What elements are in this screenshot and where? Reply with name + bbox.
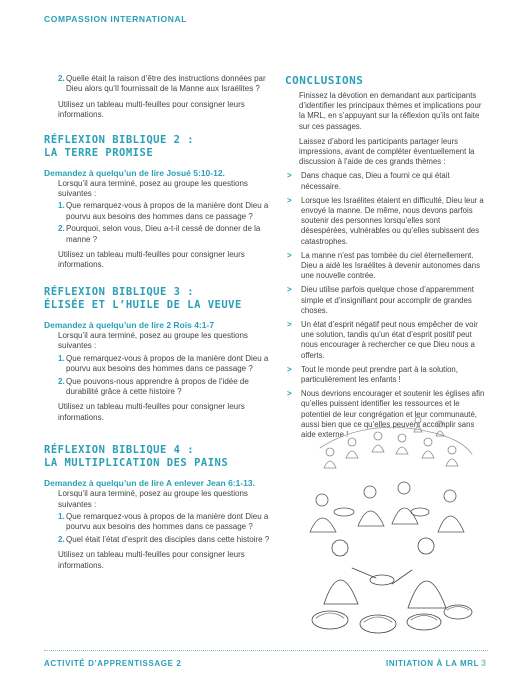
question-number: 2.: [58, 74, 65, 83]
question-text: Que remarquez-vous à propos de la manière dont Dieu a pourvu aux besoins des hommes dans ce passage ?: [66, 511, 269, 532]
crowd-sharing-bread-illustration: [300, 408, 476, 640]
question-number: 2.: [58, 534, 65, 544]
list-item-text: Dans chaque cas, Dieu a fourni ce qui était nécessaire.: [301, 171, 450, 191]
footer-section-label: INITIATION À LA MRL: [386, 659, 480, 668]
section-subtitle: LA TERRE PROMISE: [44, 146, 154, 159]
list-item-text: La manne n’est pas tombée du ciel éternellement. Dieu a aidé les Israélites à devenir autonomes dans une nouvelle contrée.: [301, 250, 481, 281]
arrow-icon: >: [287, 389, 292, 399]
section-subtitle: LA MULTIPLICATION DES PAINS: [44, 457, 229, 470]
page-number: 3: [481, 658, 487, 668]
reading-instruction: Demandez à quelqu’un de lire A enlever Jean 6:1-13.: [44, 478, 255, 489]
lead-text: Lorsqu’il aura terminé, posez au groupe les questions suivantes :: [58, 178, 248, 199]
question-text: Pourquoi, selon vous, Dieu a-t-il cessé de donner de la manne ?: [66, 224, 261, 244]
arrow-icon: >: [287, 195, 292, 205]
section-reflexion-2: [44, 134, 276, 271]
arrow-icon: >: [287, 250, 292, 260]
question-2: [44, 535, 276, 545]
question-number: 1.: [58, 511, 65, 521]
list-item: [285, 365, 485, 385]
question-2: [44, 377, 276, 398]
list-item-text: Un état d’esprit négatif peut nous empêcher de voir une solution, tandis qu’un état d’esprit positif peut nous encourager à rechercher ce que Dieu nous a offerts.: [301, 320, 478, 360]
note-text: Utilisez un tableau multi-feuilles pour consigner leurs informations.: [58, 402, 245, 422]
question-text: Que pouvons-nous apprendre à propos de l’idée de durabilité grâce à cette histoire ?: [66, 376, 249, 396]
question-text: Que remarquez-vous à propos de la manière dont Dieu a pourvu aux besoins des hommes dans ce passage ?: [66, 201, 269, 221]
footer-activity-label: ACTIVITÉ D’APPRENTISSAGE 2: [44, 659, 182, 668]
themes-list: [285, 171, 485, 440]
intro-note: Utilisez un tableau multi-feuilles pour consigner leurs informations.: [58, 99, 245, 120]
question-1: [44, 512, 276, 533]
left-column: [44, 74, 276, 571]
question-number: 1.: [58, 201, 65, 211]
lead-text: Lorsqu’il aura terminé, posez au groupe les questions suivantes :: [58, 489, 248, 509]
list-item: [285, 171, 485, 191]
conclusions-title: CONCLUSIONS: [285, 74, 364, 87]
section-subtitle: ÉLISÉE ET L’HUILE DE LA VEUVE: [44, 298, 242, 311]
question-number: 2.: [58, 376, 65, 386]
list-item: [285, 320, 485, 361]
intro-question-2: [44, 74, 276, 95]
arrow-icon: >: [287, 171, 292, 181]
right-column: [285, 74, 485, 440]
question-2: [44, 224, 276, 245]
question-text: Quel était l’état d’esprit des disciples dans cette histoire ?: [66, 534, 270, 544]
question-text: Quelle était la raison d’être des instructions données par Dieu alors qu’Il fournissait de la Manne aux Israélites ?: [66, 74, 266, 94]
list-item: [285, 251, 485, 282]
list-item-text: Tout le monde peut prendre part à la solution, particulièrement les enfants !: [301, 364, 458, 385]
running-header: COMPASSION INTERNATIONAL: [44, 14, 187, 24]
list-item: [285, 285, 485, 316]
question-number: 1.: [58, 353, 65, 363]
section-title: RÉFLEXION BIBLIQUE 3 :: [44, 285, 195, 298]
section-title: RÉFLEXION BIBLIQUE 2 :: [44, 133, 195, 146]
arrow-icon: >: [287, 320, 292, 330]
section-title: RÉFLEXION BIBLIQUE 4 :: [44, 444, 195, 457]
reading-instruction: Demandez à quelqu’un de lire Josué 5:10-12.: [44, 167, 225, 178]
list-item-text: Nous devrions encourager et soutenir les églises afin qu’elles puissent identifier les ressources et le potentiel de leur congrégation et leur communauté, aussi bien que ce qu’elles peuvent accomplir sans aide externe !: [301, 389, 485, 440]
question-1: [44, 354, 276, 375]
conclusions-paragraph-1: Finissez la dévotion en demandant aux participants d’identifier les principaux thèmes et implications pour la MRL, en s’appuyant sur la réflexion qu’ils ont faite sur ces passages.: [299, 91, 482, 131]
list-item: [285, 196, 485, 247]
list-item-text: Lorsque les Israélites étaient en difficulté, Dieu leur a envoyé la manne. De même, nous devons parfois soutenir des personnes lorsqu’elles sont désespérées, vulnérables ou qu’elles subissent des catastrophes.: [301, 195, 484, 246]
section-reflexion-4: [44, 444, 276, 571]
reading-instruction: Demandez à quelqu’un de lire 2 Rois 4:1-7: [44, 319, 215, 330]
conclusions-paragraph-2: Laissez d’abord les participants partager leurs impressions, avant de compléter éventuellement la discussion à l’aide de ces grands thèmes :: [299, 136, 475, 167]
note-text: Utilisez un tableau multi-feuilles pour consigner leurs informations.: [58, 250, 245, 270]
question-text: Que remarquez-vous à propos de la manière dont Dieu a pourvu aux besoins des hommes dans ce passage ?: [66, 353, 269, 374]
section-reflexion-3: [44, 286, 276, 423]
lead-text: Lorsqu’il aura terminé, posez au groupe les questions suivantes :: [58, 330, 248, 351]
question-1: [44, 201, 276, 222]
question-number: 2.: [58, 224, 65, 234]
list-item-text: Dieu utilise parfois quelque chose d’apparemment simple et d’insignifiant pour accomplir de grandes choses.: [301, 285, 474, 315]
arrow-icon: >: [287, 364, 292, 374]
arrow-icon: >: [287, 285, 292, 295]
note-text: Utilisez un tableau multi-feuilles pour consigner leurs informations.: [58, 550, 245, 570]
footer-divider: [44, 650, 488, 651]
